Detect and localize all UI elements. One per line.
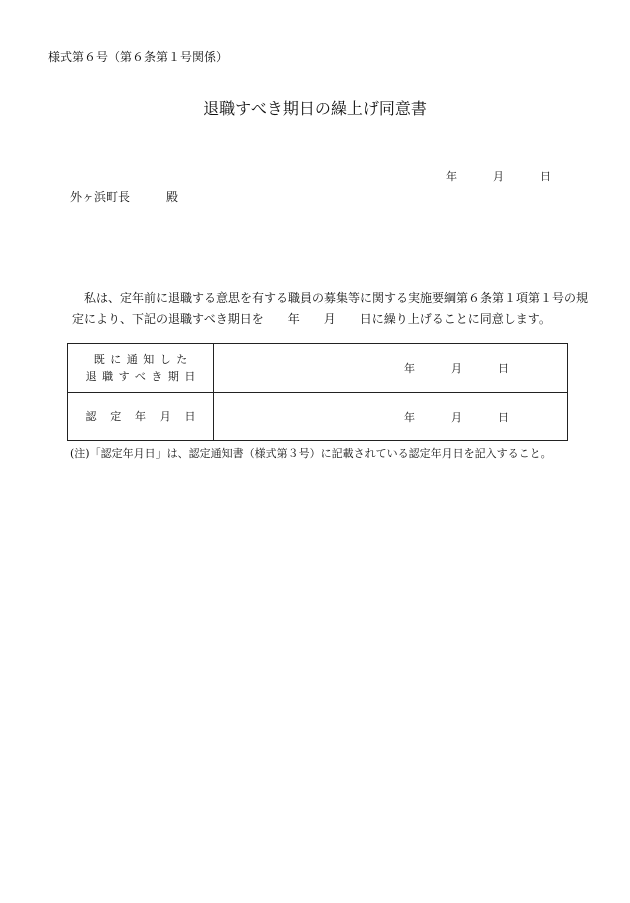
certification-date-label-cell — [68, 393, 214, 441]
recipient-honorific: 殿 — [166, 190, 179, 204]
statement-month-label: 月 — [323, 312, 336, 326]
table-row — [68, 393, 568, 441]
form-number: 様式第６号（第６条第１号関係） — [48, 50, 229, 64]
notified-day-label: 日 — [498, 362, 509, 375]
certification-month-label: 月 — [451, 410, 462, 424]
certification-year-label: 年 — [404, 410, 415, 424]
consent-statement — [72, 288, 589, 330]
certification-date-label: 認定年月日 — [85, 410, 210, 423]
certification-day-label: 日 — [498, 410, 509, 424]
date-year-label: 年 — [446, 170, 457, 183]
table-row — [68, 344, 568, 393]
recipient — [70, 188, 178, 205]
date-line — [446, 168, 551, 184]
statement-year-label: 年 — [287, 312, 300, 326]
statement-line-2 — [72, 309, 576, 330]
date-day-label: 日 — [540, 170, 551, 183]
notified-date-label-cell — [68, 344, 214, 393]
notified-date-field[interactable] — [214, 344, 568, 393]
statement-line-2-end: 日に繰り上げることに同意します。 — [359, 312, 551, 326]
date-info-table — [67, 343, 568, 441]
notified-date-label-line-2: 退職すべき期日 — [85, 370, 201, 383]
notified-year-label: 年 — [404, 362, 415, 375]
recipient-name: 外ヶ浜町長 — [70, 190, 131, 204]
notified-date-label-line-1: 既に通知した — [93, 353, 193, 366]
page-title: 退職すべき期日の繰上げ同意書 — [203, 99, 427, 118]
footnote: (注)「認定年月日」は、認定通知書（様式第３号）に記載されている認定年月日を記入すること。 — [70, 447, 552, 460]
statement-line-1: 私は、定年前に退職する意思を有する職員の募集等に関する実施要綱第６条第１項第１号の規 — [84, 291, 589, 305]
certification-date-field[interactable] — [214, 393, 568, 441]
statement-line-2-start: 定により、下記の退職すべき期日を — [72, 312, 264, 326]
date-month-label: 月 — [493, 170, 504, 183]
notified-month-label: 月 — [451, 362, 462, 375]
